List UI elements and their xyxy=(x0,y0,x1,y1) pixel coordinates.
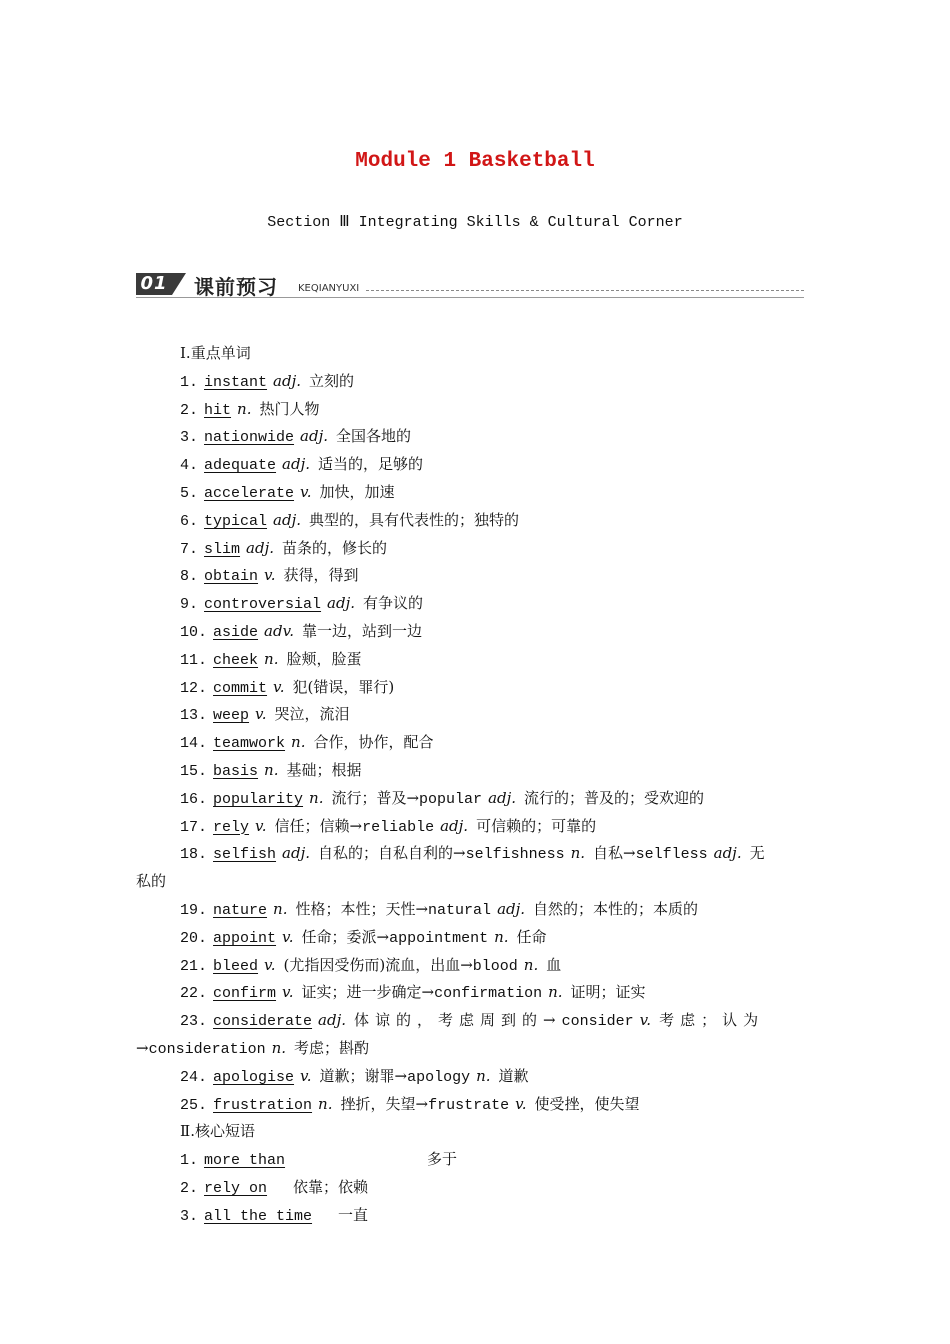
vocab-word: frustration xyxy=(213,1096,313,1114)
vocab-word: slim xyxy=(204,540,241,558)
word-meaning: 苗条的，修长的 xyxy=(282,538,388,557)
item-number: 23. xyxy=(180,1013,208,1031)
derived-meaning: 流行的；普及的；受欢迎的 xyxy=(524,788,705,807)
item-number: 17. xyxy=(180,818,208,836)
list-item-continuation xyxy=(136,1035,816,1063)
word-meaning: 犯(错误，罪行) xyxy=(292,677,395,696)
derived-word: natural xyxy=(428,901,492,919)
derived-word: apology xyxy=(407,1068,471,1086)
vocab-word: aside xyxy=(213,623,259,641)
word-meaning: 全国各地的 xyxy=(336,427,412,446)
list-item xyxy=(136,1202,816,1230)
list-item xyxy=(136,674,816,702)
part-of-speech: n. xyxy=(291,733,306,752)
part-of-speech: n. xyxy=(318,1094,333,1113)
part-of-speech: v. xyxy=(264,955,276,974)
derived-meaning: 证明；证实 xyxy=(570,983,646,1002)
item-number: 20. xyxy=(180,929,208,947)
vocab-word: controversial xyxy=(204,596,322,614)
derived-meaning: 自私→ xyxy=(593,844,636,863)
derived-word: reliable xyxy=(362,818,435,836)
vocab-word: instant xyxy=(204,373,268,391)
list-item xyxy=(136,590,816,618)
list-item xyxy=(136,757,816,785)
word-meaning: 基础；根据 xyxy=(286,760,362,779)
item-number: 6. xyxy=(180,512,199,530)
word-meaning: (尤指因受伤而)流血，出血→ xyxy=(283,955,473,974)
list-item xyxy=(136,1091,816,1119)
list-item xyxy=(136,368,816,396)
list-item xyxy=(136,729,816,757)
banner-pinyin: KEQIANYUXI xyxy=(298,283,360,294)
derived-word: blood xyxy=(472,957,518,975)
page-title: Module 1 Basketball xyxy=(355,150,595,173)
part-of-speech: v. xyxy=(273,677,285,696)
derived-pos: v. xyxy=(639,1011,652,1030)
vocab-word: confirm xyxy=(213,985,277,1003)
item-number: 3. xyxy=(180,429,199,447)
item-number: 24. xyxy=(180,1068,208,1086)
item-number: 3. xyxy=(180,1207,199,1225)
part-of-speech: v. xyxy=(264,566,276,585)
phrase-meaning: 依靠；依赖 xyxy=(293,1177,369,1196)
derived-word: selfishness xyxy=(465,846,565,864)
list-item xyxy=(136,423,816,451)
list-item xyxy=(136,562,816,590)
list-item xyxy=(136,1174,816,1202)
derived-meaning: 道歉 xyxy=(498,1066,529,1085)
word-meaning: 适当的，足够的 xyxy=(318,455,424,474)
derived-meaning: 考虑；斟酌 xyxy=(294,1038,370,1057)
part-of-speech: v. xyxy=(282,927,294,946)
phrase-meaning: 一直 xyxy=(338,1205,369,1224)
derived-pos: n. xyxy=(548,983,563,1002)
word-meaning: 获得，得到 xyxy=(283,566,359,585)
banner-title: 课前预习 xyxy=(194,275,278,299)
banner-rule xyxy=(136,297,804,298)
section-subtitle: Section Ⅲ Integrating Skills & Cultural Corner xyxy=(267,214,683,231)
list-item xyxy=(136,1063,816,1091)
derived-pos: n. xyxy=(271,1038,287,1057)
vocab-word: popularity xyxy=(213,790,304,808)
word-meaning: 流行；普及→ xyxy=(331,788,420,807)
phrase-list xyxy=(136,1146,816,1229)
list-item xyxy=(136,924,816,952)
vocab-word: adequate xyxy=(204,457,277,475)
word-meaning: 热门人物 xyxy=(259,399,320,418)
part-of-speech: n. xyxy=(237,399,252,418)
derived-meaning: 考虑；认为 xyxy=(659,1011,765,1030)
derived-meaning: 任命 xyxy=(516,927,547,946)
derived-pos: n. xyxy=(570,844,586,863)
word-meaning: 道歉；谢罪→ xyxy=(319,1066,408,1085)
list-item xyxy=(136,785,816,813)
derived-pos: adj. xyxy=(497,899,526,918)
word-meaning: 自私的；自私自利的→ xyxy=(318,844,466,863)
list-item xyxy=(136,451,816,479)
banner-dashed-rule xyxy=(366,290,804,291)
derived-word: confirmation xyxy=(434,985,543,1003)
derived-word: appointment xyxy=(389,929,489,947)
part-of-speech: adj. xyxy=(282,844,310,863)
word-meaning: 典型的，具有代表性的；独特的 xyxy=(309,510,520,529)
word-meaning: 证实；进一步确定→ xyxy=(301,983,435,1002)
word-meaning: 合作，协作，配合 xyxy=(313,733,434,752)
vocab-word: typical xyxy=(204,512,268,530)
list-item xyxy=(136,396,816,424)
word-list xyxy=(136,368,816,1119)
banner-badge: 01 xyxy=(136,273,172,295)
word-meaning: 任命；委派→ xyxy=(301,927,390,946)
arrow: → xyxy=(136,1038,149,1057)
derived-pos: n. xyxy=(494,927,509,946)
item-number: 1. xyxy=(180,373,199,391)
word-meaning: 信任；信赖→ xyxy=(274,816,363,835)
word-meaning: 靠一边，站到一边 xyxy=(302,621,423,640)
list-item xyxy=(136,1007,816,1035)
item-number: 2. xyxy=(180,401,199,419)
vocab-word: obtain xyxy=(204,568,259,586)
list-item xyxy=(136,896,816,924)
vocab-word: nature xyxy=(213,901,268,919)
item-number: 1. xyxy=(180,1152,199,1170)
list-item xyxy=(136,535,816,563)
derived-word: consider xyxy=(561,1013,634,1031)
continuation-text: 私的 xyxy=(136,872,167,891)
part-of-speech: v. xyxy=(255,816,267,835)
item-number: 12. xyxy=(180,679,208,697)
item-number: 7. xyxy=(180,540,199,558)
item-number: 14. xyxy=(180,735,208,753)
item-number: 18. xyxy=(180,846,208,864)
part-of-speech: adj. xyxy=(300,427,328,446)
vocabulary-content xyxy=(136,340,816,1230)
derived-meaning: 自然的；本性的；本质的 xyxy=(533,899,699,918)
derived-pos: n. xyxy=(523,955,539,974)
vocab-word: selfish xyxy=(213,846,277,864)
part-of-speech: adv. xyxy=(264,621,295,640)
vocab-word: accelerate xyxy=(204,484,295,502)
derived-pos: adj. xyxy=(488,788,517,807)
part-of-speech: adj. xyxy=(246,538,274,557)
vocab-word: nationwide xyxy=(204,429,295,447)
item-number: 8. xyxy=(180,568,199,586)
derived-pos: v. xyxy=(515,1094,527,1113)
word-meaning: 有争议的 xyxy=(363,594,424,613)
list-item xyxy=(136,840,816,868)
list-item xyxy=(136,646,816,674)
part-of-speech: v. xyxy=(282,983,294,1002)
vocab-word: teamwork xyxy=(213,735,286,753)
word-meaning: 性格；本性；天性→ xyxy=(295,899,429,918)
vocab-word: appoint xyxy=(213,929,277,947)
list-item xyxy=(136,507,816,535)
list-item-continuation xyxy=(136,868,816,896)
part-of-speech: adj. xyxy=(273,371,301,390)
phrase: more than xyxy=(204,1152,286,1170)
vocab-word: cheek xyxy=(213,651,259,669)
banner-badge-corner xyxy=(172,273,186,295)
derived-pos: adj. xyxy=(713,844,742,863)
item-number: 10. xyxy=(180,623,208,641)
derived-word: frustrate xyxy=(428,1096,510,1114)
item-number: 25. xyxy=(180,1096,208,1114)
list-item xyxy=(136,479,816,507)
phrase: rely on xyxy=(204,1179,268,1197)
derived-meaning: 无 xyxy=(749,844,765,863)
vocab-word: rely xyxy=(213,818,250,836)
word-meaning: 立刻的 xyxy=(309,371,355,390)
phrase: all the time xyxy=(204,1207,313,1225)
item-number: 22. xyxy=(180,985,208,1003)
part-of-speech: n. xyxy=(273,899,288,918)
part-of-speech: n. xyxy=(264,760,279,779)
list-item xyxy=(136,701,816,729)
item-number: 9. xyxy=(180,596,199,614)
item-number: 2. xyxy=(180,1179,199,1197)
part-of-speech: adj. xyxy=(282,455,310,474)
item-number: 19. xyxy=(180,901,208,919)
item-number: 21. xyxy=(180,957,208,975)
derived-pos: adj. xyxy=(440,816,469,835)
derived-meaning: 使受挫，使失望 xyxy=(534,1094,640,1113)
vocab-heading: Ⅰ.重点单词 xyxy=(180,344,251,362)
word-meaning: 体谅的，考虑周到的→ xyxy=(354,1011,562,1030)
phrase-heading: Ⅱ.核心短语 xyxy=(180,1122,255,1141)
item-number: 13. xyxy=(180,707,208,725)
derived-meaning: 可信赖的；可靠的 xyxy=(476,816,597,835)
list-item xyxy=(136,813,816,841)
item-number: 4. xyxy=(180,457,199,475)
vocab-word: bleed xyxy=(213,957,259,975)
vocab-word: basis xyxy=(213,762,259,780)
part-of-speech: adj. xyxy=(273,510,301,529)
part-of-speech: adj. xyxy=(327,594,356,613)
vocab-word: considerate xyxy=(213,1013,313,1031)
vocab-word: weep xyxy=(213,707,250,725)
derived-word: selfless xyxy=(635,846,708,864)
part-of-speech: v. xyxy=(300,482,312,501)
derived-meaning: 血 xyxy=(546,955,562,974)
list-item xyxy=(136,979,816,1007)
list-item xyxy=(136,618,816,646)
item-number: 11. xyxy=(180,651,208,669)
phrase-meaning: 多于 xyxy=(427,1150,458,1169)
part-of-speech: adj. xyxy=(318,1011,347,1030)
part-of-speech: n. xyxy=(264,649,279,668)
list-item xyxy=(136,952,816,980)
section-banner xyxy=(136,270,804,300)
word-meaning: 脸颊，脸蛋 xyxy=(286,649,362,668)
derived-pos: n. xyxy=(476,1066,491,1085)
list-item xyxy=(136,1146,816,1174)
item-number: 16. xyxy=(180,790,208,808)
part-of-speech: n. xyxy=(309,788,324,807)
item-number: 15. xyxy=(180,762,208,780)
word-meaning: 挫折，失望→ xyxy=(340,1094,429,1113)
vocab-word: hit xyxy=(204,401,232,419)
item-number: 5. xyxy=(180,484,199,502)
part-of-speech: v. xyxy=(255,705,267,724)
vocab-word: commit xyxy=(213,679,268,697)
derived-word: popular xyxy=(419,790,483,808)
derived-word: consideration xyxy=(148,1040,266,1058)
word-meaning: 哭泣，流泪 xyxy=(274,705,350,724)
vocab-word: apologise xyxy=(213,1068,295,1086)
word-meaning: 加快，加速 xyxy=(319,482,395,501)
part-of-speech: v. xyxy=(300,1066,312,1085)
